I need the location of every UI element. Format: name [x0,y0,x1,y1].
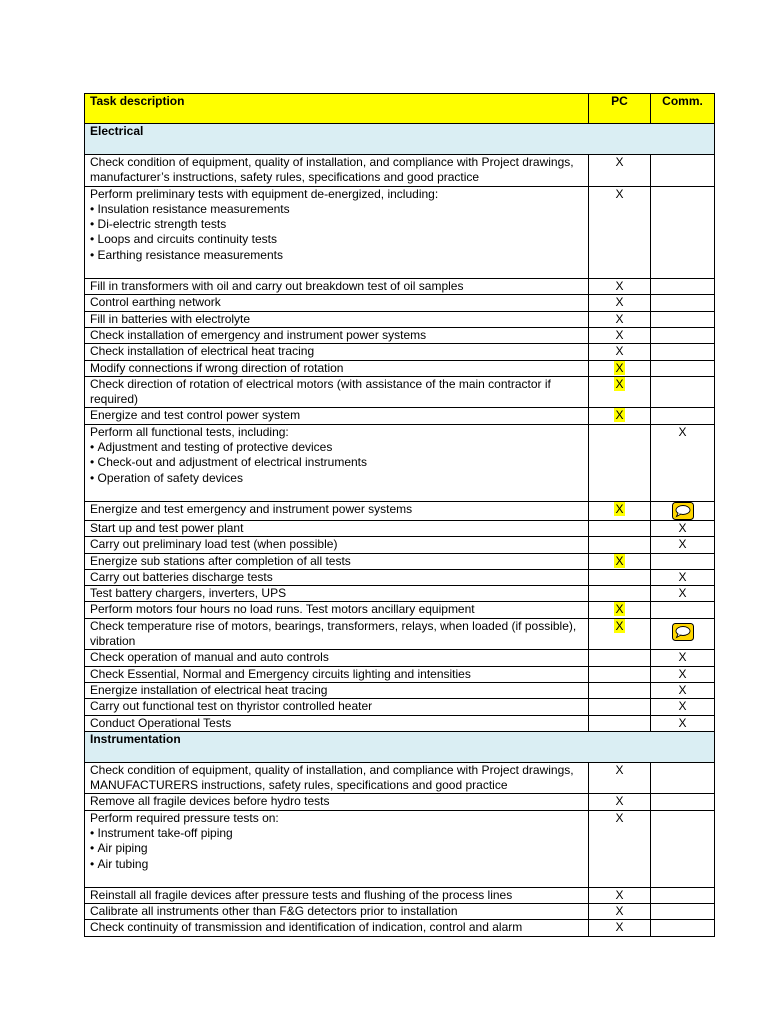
task-description: Check direction of rotation of electrical motors (with assistance of the main contractor if required) [85,376,589,408]
pc-mark: X [589,311,651,327]
table-row [85,424,715,501]
table-row [85,344,715,360]
task-description: Carry out functional test on thyristor controlled heater [85,699,589,715]
pc-mark [589,666,651,682]
comm-mark [651,344,715,360]
task-description: Check operation of manual and auto controls [85,650,589,666]
pc-mark [589,520,651,536]
pc-mark-cell [589,408,651,424]
pc-mark: X [589,794,651,810]
table-row [85,186,715,278]
task-description: Check condition of equipment, quality of installation, and compliance with Project drawings, manufacturer’s instructions, safety rules, specifications and good practice [85,155,589,187]
list-item: • Di-electric strength tests [90,217,583,232]
table-row [85,408,715,424]
table-row [85,311,715,327]
pc-mark: X [589,279,651,295]
comm-mark [651,920,715,936]
header-task-description: Task description [85,94,589,124]
section-row-instrumentation [85,731,715,762]
comm-mark: X [651,666,715,682]
pc-mark-highlighted: X [615,501,624,516]
table-row [85,295,715,311]
task-description: Test battery chargers, inverters, UPS [85,586,589,602]
table-row [85,650,715,666]
table-row [85,618,715,650]
pc-mark: X [589,327,651,343]
comm-mark: X [651,682,715,698]
pc-mark-cell [589,501,651,520]
pc-mark [589,699,651,715]
list-item: • Earthing resistance measurements [90,248,583,263]
pc-mark [589,650,651,666]
comm-mark [651,408,715,424]
task-description: Carry out preliminary load test (when possible) [85,537,589,553]
pc-mark [589,424,651,501]
comm-mark: X [651,537,715,553]
pc-mark: X [589,295,651,311]
task-description: Energize installation of electrical heat tracing [85,682,589,698]
pc-mark: X [589,810,651,887]
table-row [85,520,715,536]
task-description: Remove all fragile devices before hydro tests [85,794,589,810]
task-description-cell [85,424,589,501]
comm-mark: X [651,424,715,501]
bullet-list [90,826,583,872]
pc-mark-highlighted: X [615,602,624,617]
task-description: Calibrate all instruments other than F&G detectors prior to installation [85,904,589,920]
comm-mark [651,794,715,810]
list-item: • Operation of safety devices [90,471,583,486]
task-description: Check installation of electrical heat tracing [85,344,589,360]
comm-mark [651,186,715,278]
task-description: Control earthing network [85,295,589,311]
section-title: Instrumentation [85,731,715,762]
comm-mark [651,155,715,187]
table-row [85,376,715,408]
task-description: Carry out batteries discharge tests [85,569,589,585]
task-description: Reinstall all fragile devices after pressure tests and flushing of the process lines [85,887,589,903]
task-description: Check Essential, Normal and Emergency circuits lighting and intensities [85,666,589,682]
comm-mark [651,762,715,794]
comm-mark [651,311,715,327]
comm-mark: X [651,715,715,731]
task-table [84,93,715,937]
list-item: • Check-out and adjustment of electrical instruments [90,455,583,470]
header-pc: PC [589,94,651,124]
table-row [85,904,715,920]
table-row [85,715,715,731]
pc-mark-highlighted: X [615,376,624,391]
table-row [85,682,715,698]
comment-bubble-icon[interactable] [672,623,694,641]
comm-mark: X [651,650,715,666]
table-row [85,279,715,295]
task-description: Fill in batteries with electrolyte [85,311,589,327]
task-description: Energize and test emergency and instrument power systems [85,501,589,520]
task-description: Perform required pressure tests on: [90,810,279,825]
table-row [85,794,715,810]
comm-mark [651,295,715,311]
pc-mark [589,537,651,553]
table-row [85,699,715,715]
header-comm: Comm. [651,94,715,124]
pc-mark-highlighted: X [615,360,624,375]
task-description: Check continuity of transmission and identification of indication, control and alarm [85,920,589,936]
table-row [85,155,715,187]
table-row [85,586,715,602]
task-description-cell [85,810,589,887]
table-row [85,810,715,887]
task-description: Perform motors four hours no load runs. Test motors ancillary equipment [85,602,589,618]
table-row [85,666,715,682]
table-row [85,569,715,585]
comm-mark: X [651,569,715,585]
task-description: Check condition of equipment, quality of installation, and compliance with Project drawings, MANUFACTURERS instructions, safety rules, specifications and good practice [85,762,589,794]
task-description: Perform preliminary tests with equipment de-energized, including: [90,186,439,201]
comm-mark [651,279,715,295]
comm-mark [651,553,715,569]
pc-mark-cell [589,618,651,650]
task-description: Check temperature rise of motors, bearings, transformers, relays, when loaded (if possible), vibration [85,618,589,650]
pc-mark-cell [589,602,651,618]
pc-mark: X [589,186,651,278]
list-item: • Air piping [90,841,583,856]
table-row [85,553,715,569]
task-description: Perform all functional tests, including: [90,424,289,439]
bullet-list [90,202,583,263]
section-title: Electrical [85,124,715,155]
pc-mark: X [589,904,651,920]
table-row [85,887,715,903]
table-row [85,327,715,343]
task-description: Energize and test control power system [85,408,589,424]
comm-mark: X [651,699,715,715]
task-description: Check installation of emergency and instrument power systems [85,327,589,343]
comm-mark [651,904,715,920]
comm-mark: X [651,520,715,536]
task-description: Start up and test power plant [85,520,589,536]
task-description: Modify connections if wrong direction of rotation [85,360,589,376]
comm-mark [651,887,715,903]
comm-mark: X [651,586,715,602]
pc-mark [589,569,651,585]
task-description-cell [85,186,589,278]
comm-mark [651,376,715,408]
task-description: Fill in transformers with oil and carry out breakdown test of oil samples [85,279,589,295]
table-row [85,602,715,618]
task-description: Conduct Operational Tests [85,715,589,731]
comm-mark [651,810,715,887]
table-row [85,360,715,376]
pc-mark-highlighted: X [615,553,624,568]
section-row-electrical [85,124,715,155]
pc-mark: X [589,155,651,187]
pc-mark [589,715,651,731]
comm-mark [651,360,715,376]
comm-mark [651,327,715,343]
table-row [85,537,715,553]
task-description: Energize sub stations after completion of all tests [85,553,589,569]
pc-mark: X [589,762,651,794]
table-header-row [85,94,715,124]
comm-mark [651,602,715,618]
pc-mark: X [589,920,651,936]
table-row [85,920,715,936]
table-row [85,762,715,794]
pc-mark-cell [589,360,651,376]
pc-mark [589,586,651,602]
list-item: • Loops and circuits continuity tests [90,232,583,247]
pc-mark-cell [589,553,651,569]
list-item: • Insulation resistance measurements [90,202,583,217]
pc-mark [589,682,651,698]
list-item: • Air tubing [90,857,583,872]
list-item: • Adjustment and testing of protective devices [90,440,583,455]
comm-mark-cell [651,501,715,520]
comm-mark-cell [651,618,715,650]
pc-mark-highlighted: X [615,618,624,633]
table-row [85,501,715,520]
bullet-list [90,440,583,486]
pc-mark: X [589,344,651,360]
pc-mark: X [589,887,651,903]
pc-mark-highlighted: X [615,408,624,423]
pc-mark-cell [589,376,651,408]
comment-bubble-icon[interactable] [672,502,694,520]
list-item: • Instrument take-off piping [90,826,583,841]
